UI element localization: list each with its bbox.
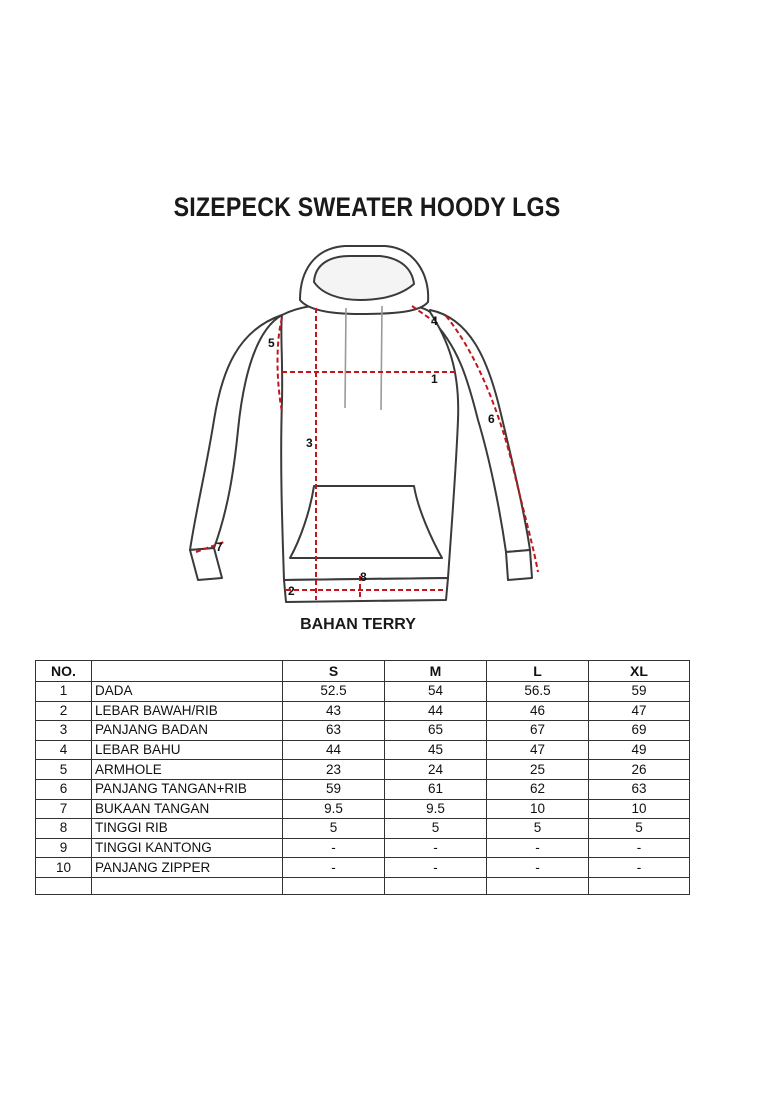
table-row: [36, 721, 690, 741]
cell-empty: [487, 877, 589, 894]
table-row: [36, 779, 690, 799]
table-row: [36, 819, 690, 839]
measure-label-2: 2: [288, 584, 295, 598]
cell-empty: [92, 877, 283, 894]
table-row: [36, 838, 690, 858]
cell-name: ARMHOLE: [92, 760, 283, 780]
cell-xl: 49: [589, 740, 690, 760]
cell-name: BUKAAN TANGAN: [92, 799, 283, 819]
cell-name: TINGGI KANTONG: [92, 838, 283, 858]
cell-l: 62: [487, 779, 589, 799]
cell-xl: 47: [589, 701, 690, 721]
cell-name: LEBAR BAWAH/RIB: [92, 701, 283, 721]
cell-l: 10: [487, 799, 589, 819]
column-header-m: M: [385, 661, 487, 682]
column-header-l: L: [487, 661, 589, 682]
column-header-s: S: [283, 661, 385, 682]
cell-s: 52.5: [283, 682, 385, 702]
cell-xl: 10: [589, 799, 690, 819]
cell-xl: 59: [589, 682, 690, 702]
cell-no: 6: [36, 779, 92, 799]
cell-no: 5: [36, 760, 92, 780]
cell-l: 5: [487, 819, 589, 839]
cell-m: 45: [385, 740, 487, 760]
cell-name: DADA: [92, 682, 283, 702]
table-row: [36, 799, 690, 819]
measure-label-5: 5: [268, 336, 275, 350]
cell-m: 54: [385, 682, 487, 702]
cell-m: 9.5: [385, 799, 487, 819]
column-header-xl: XL: [589, 661, 690, 682]
cell-s: 9.5: [283, 799, 385, 819]
cell-name: PANJANG BADAN: [92, 721, 283, 741]
table-row-empty: [36, 877, 690, 894]
cell-no: 7: [36, 799, 92, 819]
cell-empty: [589, 877, 690, 894]
cell-no: 10: [36, 858, 92, 878]
cell-empty: [36, 877, 92, 894]
cell-s: 63: [283, 721, 385, 741]
column-header-no: NO.: [36, 661, 92, 682]
cell-empty: [283, 877, 385, 894]
cell-xl: 63: [589, 779, 690, 799]
cell-m: 61: [385, 779, 487, 799]
cell-name: PANJANG TANGAN+RIB: [92, 779, 283, 799]
hoodie-outline: [190, 246, 532, 602]
cell-no: 1: [36, 682, 92, 702]
cell-name: PANJANG ZIPPER: [92, 858, 283, 878]
measure-label-1: 1: [431, 372, 438, 386]
table-header-row: [36, 661, 690, 682]
measure-label-8: 8: [360, 570, 367, 584]
cell-l: -: [487, 838, 589, 858]
table-row: [36, 760, 690, 780]
measure-label-6: 6: [488, 412, 495, 426]
cell-l: -: [487, 858, 589, 878]
measure-label-3: 3: [306, 436, 313, 450]
cell-m: -: [385, 858, 487, 878]
size-table: [35, 660, 690, 895]
cell-no: 2: [36, 701, 92, 721]
table-row: [36, 740, 690, 760]
cell-s: 44: [283, 740, 385, 760]
cell-no: 9: [36, 838, 92, 858]
cell-m: 65: [385, 721, 487, 741]
cell-xl: 69: [589, 721, 690, 741]
cell-xl: -: [589, 838, 690, 858]
cell-empty: [385, 877, 487, 894]
cell-s: 59: [283, 779, 385, 799]
cell-s: -: [283, 858, 385, 878]
cell-s: 23: [283, 760, 385, 780]
cell-m: 44: [385, 701, 487, 721]
cell-name: LEBAR BAHU: [92, 740, 283, 760]
cell-s: 5: [283, 819, 385, 839]
cell-m: 5: [385, 819, 487, 839]
cell-name: TINGGI RIB: [92, 819, 283, 839]
cell-s: 43: [283, 701, 385, 721]
table-row: [36, 858, 690, 878]
cell-l: 46: [487, 701, 589, 721]
measure-label-4: 4: [431, 314, 438, 328]
cell-no: 4: [36, 740, 92, 760]
cell-m: -: [385, 838, 487, 858]
measure-label-7: 7: [216, 540, 223, 554]
table-row: [36, 701, 690, 721]
cell-l: 47: [487, 740, 589, 760]
cell-m: 24: [385, 760, 487, 780]
cell-l: 25: [487, 760, 589, 780]
page-title: SIZEPECK SWEATER HOODY LGS: [173, 192, 561, 222]
fabric-label: BAHAN TERRY: [300, 616, 416, 633]
size-table-body: [36, 682, 690, 895]
cell-l: 56.5: [487, 682, 589, 702]
cell-no: 3: [36, 721, 92, 741]
column-header-measurement: [92, 661, 283, 682]
cell-s: -: [283, 838, 385, 858]
cell-xl: 5: [589, 819, 690, 839]
hoodie-diagram: [175, 240, 575, 610]
cell-xl: -: [589, 858, 690, 878]
cell-xl: 26: [589, 760, 690, 780]
cell-l: 67: [487, 721, 589, 741]
table-row: [36, 682, 690, 702]
cell-no: 8: [36, 819, 92, 839]
